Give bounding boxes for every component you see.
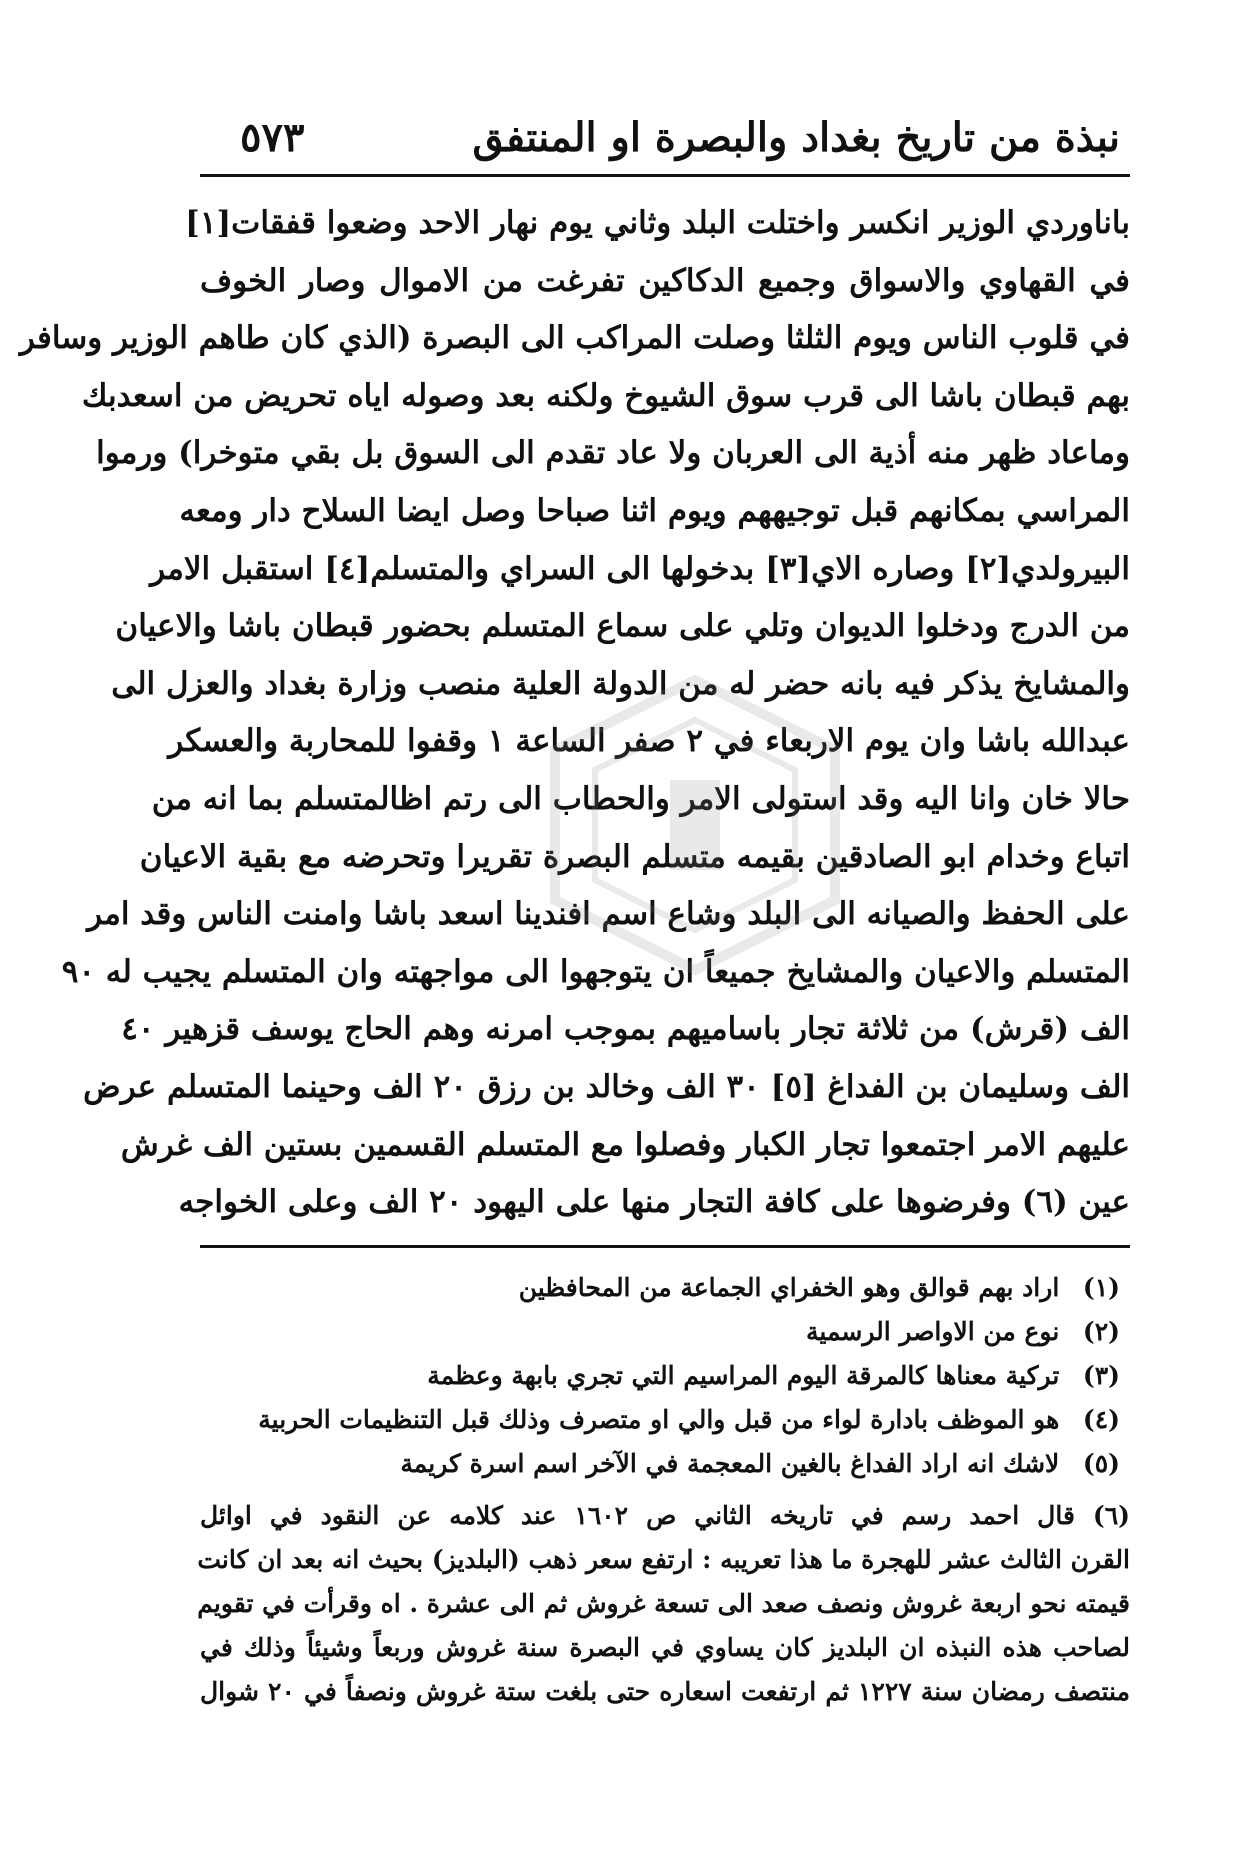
body-line: بهم قبطان باشا الى قرب سوق الشيوخ ولكنه بعد وصوله اياه تحريض من اسعدبك	[81, 377, 1130, 414]
body-line: الف وسليمان بن الفداغ [٥] ٣٠ الف وخالد بن رزق ٢٠ الف وحينما المتسلم عرض	[83, 1068, 1130, 1105]
body-line: البيرولدي[٢] وصاره الاي[٣] بدخولها الى السراي والمتسلم[٤] استقبل الامر	[150, 550, 1130, 587]
footnote	[200, 1442, 1130, 1486]
body-line: وماعاد ظهر منه أذية الى العربان ولا عاد تقدم الى السوق بل بقي متوخرا) ورموا	[96, 435, 1130, 472]
body-line: عين (٦) وفرضوها على كافة التجار منها على اليهود ٢٠ الف وعلى الخواجه	[178, 1184, 1130, 1221]
footnote-number: (٤)	[1082, 1405, 1120, 1434]
body-line: اتباع وخدام ابو الصادقين بقيمه متسلم البصرة تقريرا وتحرضه مع بقية الاعيان	[139, 838, 1130, 875]
body-line: الف (قرش) من ثلاثة تجار باساميهم بموجب امرنه وهم الحاج يوسف قزهير ٤٠	[121, 1011, 1130, 1048]
header-rule	[200, 174, 1130, 177]
page-number: ٥٧٣	[240, 114, 305, 161]
footnote	[200, 1310, 1130, 1354]
footnotes	[197, 1266, 1130, 1714]
footnote-text: هو الموظف بادارة لواء من قبل والي او متصرف وذلك قبل التنظيمات الحربية	[258, 1405, 1060, 1434]
header-title: نبذة من تاريخ بغداد والبصرة او المنتفق	[472, 114, 1120, 161]
footnote	[200, 1398, 1130, 1442]
footnote-text: نوع من الاواصر الرسمية	[806, 1317, 1060, 1346]
footnote-6-line: القرن الثالث عشر للهجرة ما هذا تعريبه : ارتفع سعر ذهب (البلديز) بحيث انه بعد ان كانت	[197, 1545, 1130, 1574]
body-line: المراسي بمكانهم قبل توجيههم ويوم اثنا صباحا وصل ايضا السلاح دار ومعه	[179, 492, 1130, 529]
body-line: على الحفظ والصيانه الى البلد وشاع اسم افندينا اسعد باشا وامنت الناس وقد امر	[87, 896, 1130, 933]
footnote-6-line: (٦) قال احمد رسم في تاريخه الثاني ص ١٦٠٢ عند كلامه عن النقود في اوائل	[200, 1501, 1130, 1530]
body-line: في القهاوي والاسواق وجميع الدكاكين تفرغت من الاموال وصار الخوف	[200, 262, 1130, 299]
footnote	[200, 1354, 1130, 1398]
footnote-text: تركية معناها كالمرقة اليوم المراسيم التي تجري بابهة وعظمة	[427, 1361, 1060, 1390]
body-line: المتسلم والاعيان والمشايخ جميعاً ان يتوجهوا الى مواجهته وان المتسلم يجيب له ٩٠	[61, 953, 1130, 990]
footnote-number: (١)	[1082, 1273, 1120, 1302]
body-line: عبدالله باشا وان يوم الاربعاء في ٢ صفر الساعة ١ وقفوا للمحاربة والعسكر	[168, 723, 1130, 760]
running-header	[240, 108, 1120, 168]
footnote-text: اراد بهم قوالق وهو الخفراي الجماعة من المحافظين	[518, 1273, 1060, 1302]
footnote-number: (٥)	[1082, 1449, 1120, 1478]
footnote-6-line: قيمته نحو اربعة غروش ونصف صعد الى تسعة غروش ثم الى عشرة . اه وقرأت في تقويم	[197, 1589, 1130, 1618]
body-line: من الدرج ودخلوا الديوان وتلي على سماع المتسلم بحضور قبطان باشا والاعيان	[115, 608, 1130, 645]
body-line: والمشايخ يذكر فيه بانه حضر له من الدولة العلية منصب وزارة بغداد والعزل الى	[111, 665, 1130, 702]
footnote-6-line: منتصف رمضان سنة ١٢٢٧ ثم ارتفعت اسعاره حتى بلغت ستة غروش ونصفاً في ٢٠ شوال	[200, 1677, 1130, 1706]
footnote-text: لاشك انه اراد الفداغ بالغين المعجمة في الآخر اسم اسرة كريمة	[400, 1449, 1060, 1478]
body-line: في قلوب الناس ويوم الثلثا وصلت المراكب الى البصرة (الذي كان طاهم الوزير وسافر	[19, 320, 1130, 357]
body-line: عليهم الامر اجتمعوا تجار الكبار وفصلوا مع المتسلم القسمين بستين الف غرش	[120, 1126, 1130, 1163]
footnote-number: (٣)	[1082, 1361, 1120, 1390]
library-seal-icon	[505, 660, 885, 990]
footnote-number: (٢)	[1082, 1317, 1120, 1346]
footnote-rule	[200, 1245, 1130, 1248]
footnote-6-line: لصاحب هذه النبذه ان البلديز كان يساوي في البصرة سنة غروش وربعاً وشيئاً وذلك في	[200, 1633, 1130, 1662]
body-line: حالا خان وانا اليه وقد استولى الامر والحطاب الى رتم اظالمتسلم بما انه من	[151, 780, 1130, 817]
body-line: باناوردي الوزير انكسر واختلت البلد وثاني يوم نهار الاحد وضعوا قفقات[١]	[185, 205, 1130, 241]
footnote	[200, 1266, 1130, 1310]
